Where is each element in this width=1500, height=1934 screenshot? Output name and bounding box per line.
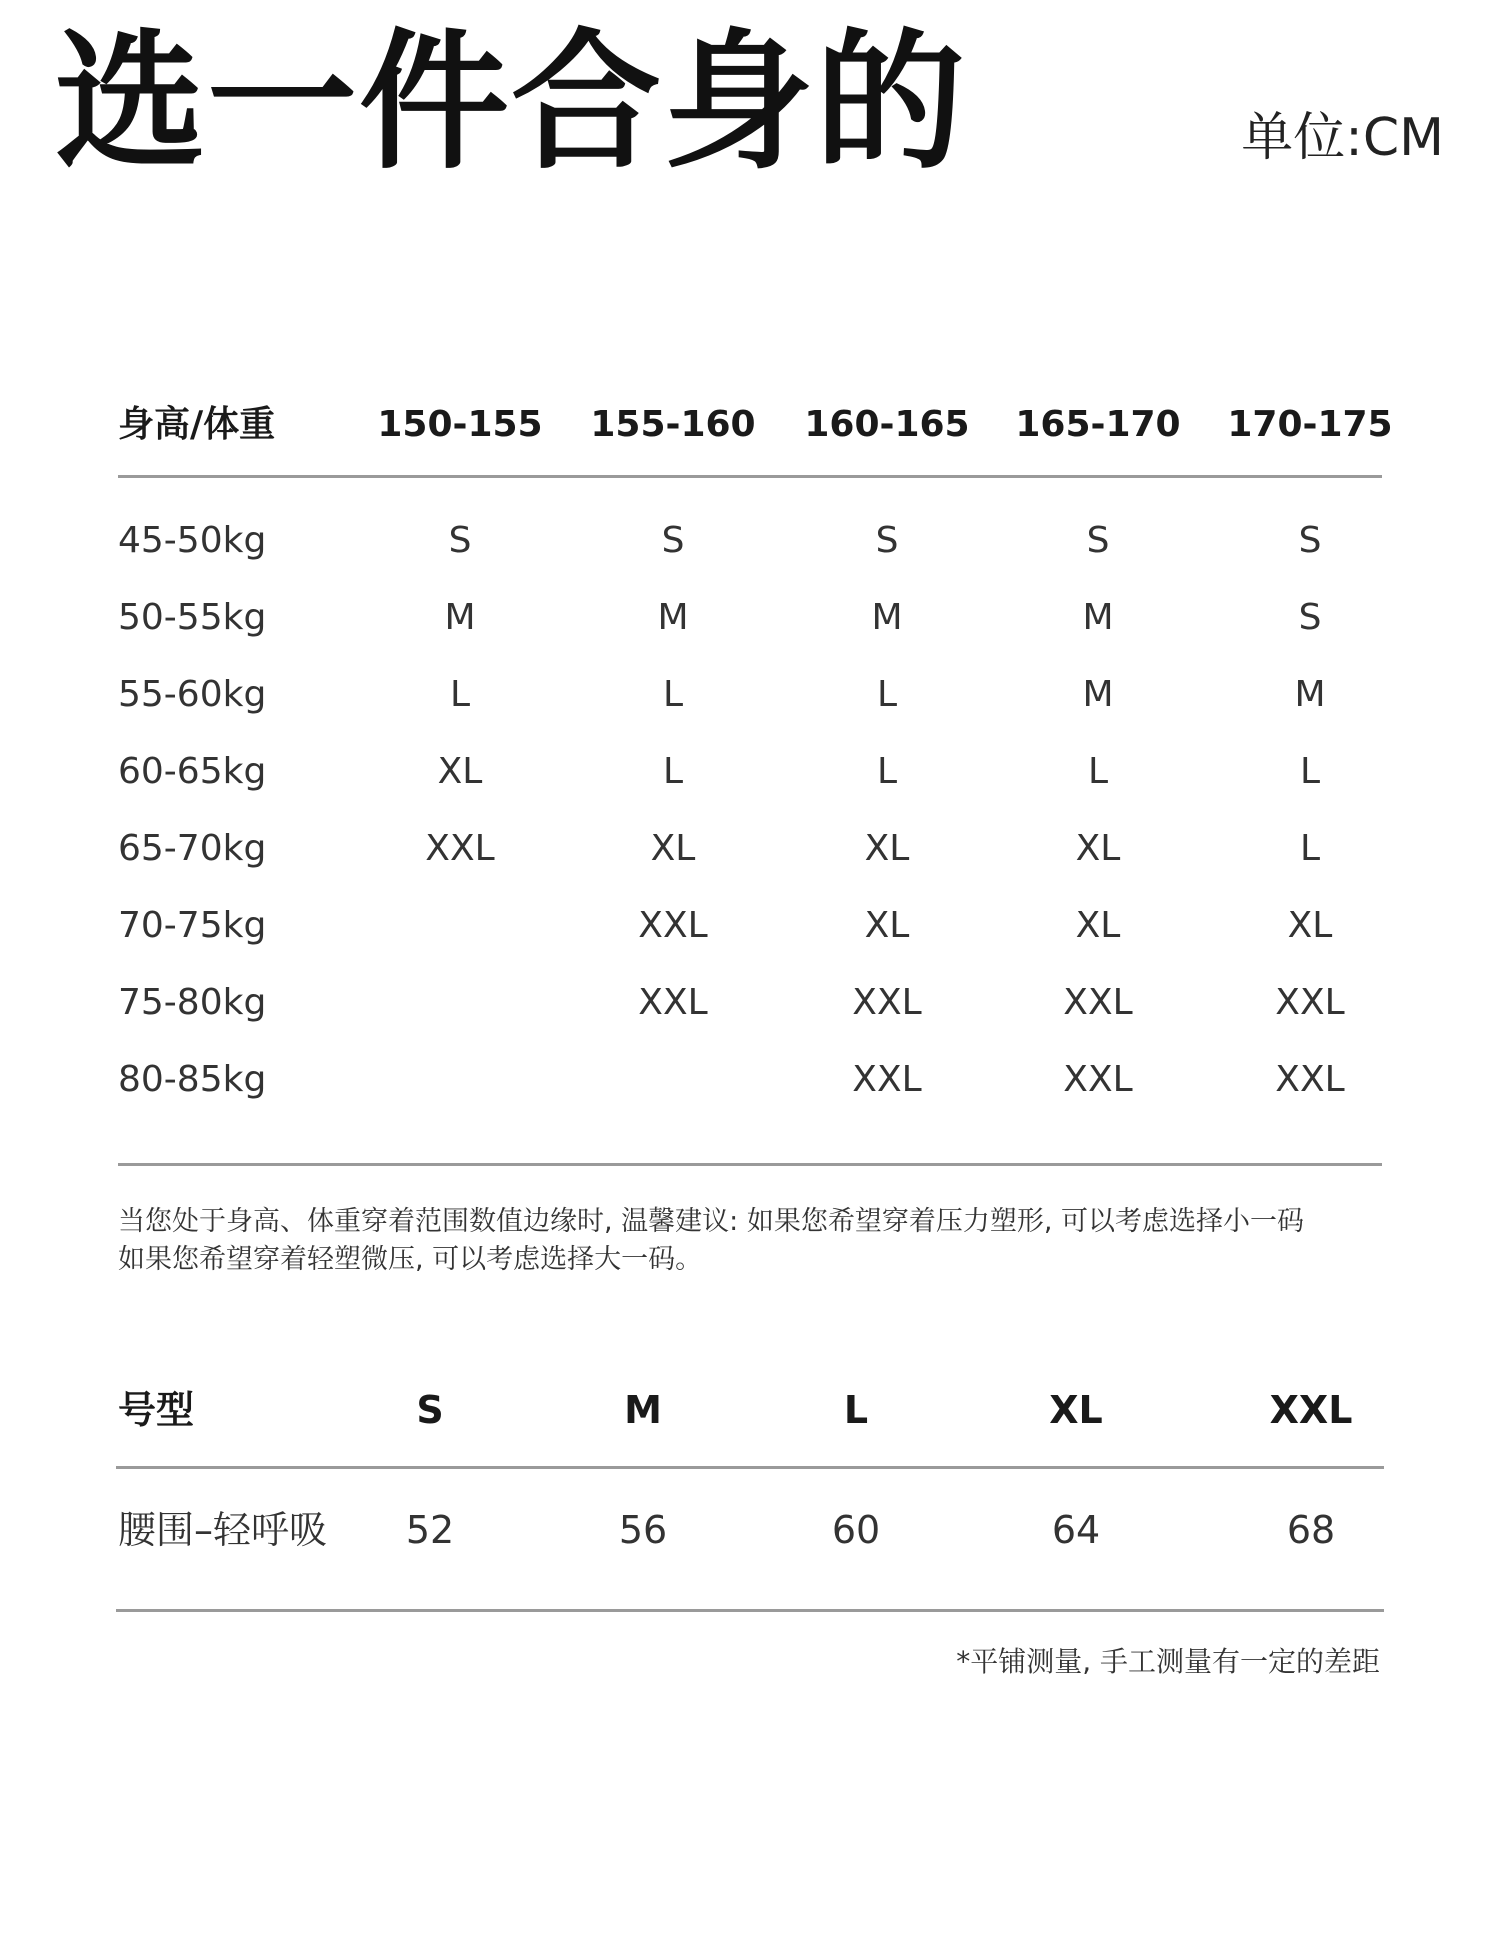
height-range-header: 150-155 — [377, 404, 543, 445]
waist-label: 腰围–轻呼吸 — [118, 1508, 328, 1552]
measure-header-divider — [116, 1466, 1384, 1469]
table-row — [118, 810, 1382, 887]
unit-label: 单位:CM — [1241, 108, 1444, 168]
table-row — [118, 1041, 1382, 1118]
size-cell: XL — [650, 828, 696, 869]
size-type-label: 号型 — [118, 1388, 195, 1432]
table-row — [118, 502, 1382, 579]
table-header-row — [118, 395, 1393, 455]
weight-label: 60-65kg — [118, 751, 267, 792]
weight-label: 75-80kg — [118, 982, 267, 1023]
fit-advice-line: 当您处于身高、体重穿着范围数值边缘时, 温馨建议: 如果您希望穿着压力塑形, 可以考虑选择小一码 — [118, 1206, 1305, 1237]
weight-label: 80-85kg — [118, 1059, 267, 1100]
size-cell: S — [661, 520, 685, 561]
waist-value: 68 — [1286, 1508, 1336, 1552]
measure-header-row — [118, 1375, 1384, 1445]
height-range-header: 160-165 — [804, 404, 970, 445]
waist-value: 60 — [831, 1508, 881, 1552]
size-cell — [588, 1041, 758, 1118]
weight-label: 70-75kg — [118, 905, 267, 946]
waist-value: 56 — [618, 1508, 668, 1552]
weight-label: 50-55kg — [118, 597, 267, 638]
measurement-table — [118, 1375, 1384, 1565]
measurement-footnote: *平铺测量, 手工测量有一定的差距 — [956, 1645, 1380, 1678]
size-header: S — [416, 1388, 444, 1432]
weight-label: 65-70kg — [118, 828, 267, 869]
size-cell — [375, 887, 545, 964]
size-header: L — [843, 1388, 869, 1432]
waist-value: 52 — [405, 1508, 455, 1552]
size-cell: XXL — [852, 1059, 922, 1100]
size-cell: XL — [864, 828, 910, 869]
size-cell: M — [657, 597, 689, 638]
size-cell: M — [1294, 674, 1326, 715]
table-row — [118, 656, 1382, 733]
size-cell: XXL — [425, 828, 495, 869]
size-cell: L — [876, 674, 898, 715]
size-cell: L — [662, 674, 684, 715]
waist-value: 64 — [1051, 1508, 1101, 1552]
size-cell: XXL — [638, 905, 708, 946]
size-cell: XL — [437, 751, 483, 792]
size-cell: L — [1299, 751, 1321, 792]
height-range-header: 155-160 — [590, 404, 756, 445]
page-title: 选一件合身的 — [55, 16, 968, 190]
size-cell — [375, 1041, 545, 1118]
size-cell: XL — [1287, 905, 1333, 946]
size-cell: L — [876, 751, 898, 792]
size-cell: S — [448, 520, 472, 561]
size-cell: XXL — [1275, 982, 1345, 1023]
size-cell: S — [875, 520, 899, 561]
size-cell: M — [1082, 597, 1114, 638]
table-row — [118, 887, 1382, 964]
size-header: XL — [1049, 1388, 1103, 1432]
fit-advice-line: 如果您希望穿着轻塑微压, 可以考虑选择大一码。 — [118, 1244, 703, 1275]
size-cell: S — [1298, 597, 1322, 638]
corner-label: 身高/体重 — [118, 404, 276, 445]
size-cell: S — [1086, 520, 1110, 561]
table-row — [118, 733, 1382, 810]
size-cell: M — [1082, 674, 1114, 715]
size-cell: XXL — [1063, 982, 1133, 1023]
size-header: XXL — [1269, 1388, 1353, 1432]
size-cell: L — [1299, 828, 1321, 869]
size-cell: M — [444, 597, 476, 638]
table-row — [118, 1495, 1384, 1565]
size-cell: XXL — [852, 982, 922, 1023]
table-row — [118, 964, 1382, 1041]
table-bottom-divider — [118, 1163, 1382, 1166]
size-cell: M — [871, 597, 903, 638]
header-divider — [118, 475, 1382, 478]
size-cell: L — [662, 751, 684, 792]
size-cell: XXL — [638, 982, 708, 1023]
height-range-header: 165-170 — [1015, 404, 1181, 445]
fit-advice-note — [118, 1203, 1388, 1279]
table-row — [118, 579, 1382, 656]
size-header: M — [624, 1388, 662, 1432]
size-cell: L — [449, 674, 471, 715]
size-cell: XXL — [1063, 1059, 1133, 1100]
size-cell: L — [1087, 751, 1109, 792]
height-range-header: 170-175 — [1227, 404, 1393, 445]
weight-label: 55-60kg — [118, 674, 267, 715]
size-cell: XL — [864, 905, 910, 946]
size-cell — [375, 964, 545, 1041]
size-cell: XL — [1075, 828, 1121, 869]
size-cell: XL — [1075, 905, 1121, 946]
measure-bottom-divider — [116, 1609, 1384, 1612]
size-cell: XXL — [1275, 1059, 1345, 1100]
weight-label: 45-50kg — [118, 520, 267, 561]
size-recommendation-table — [118, 395, 1393, 1118]
size-cell: S — [1298, 520, 1322, 561]
